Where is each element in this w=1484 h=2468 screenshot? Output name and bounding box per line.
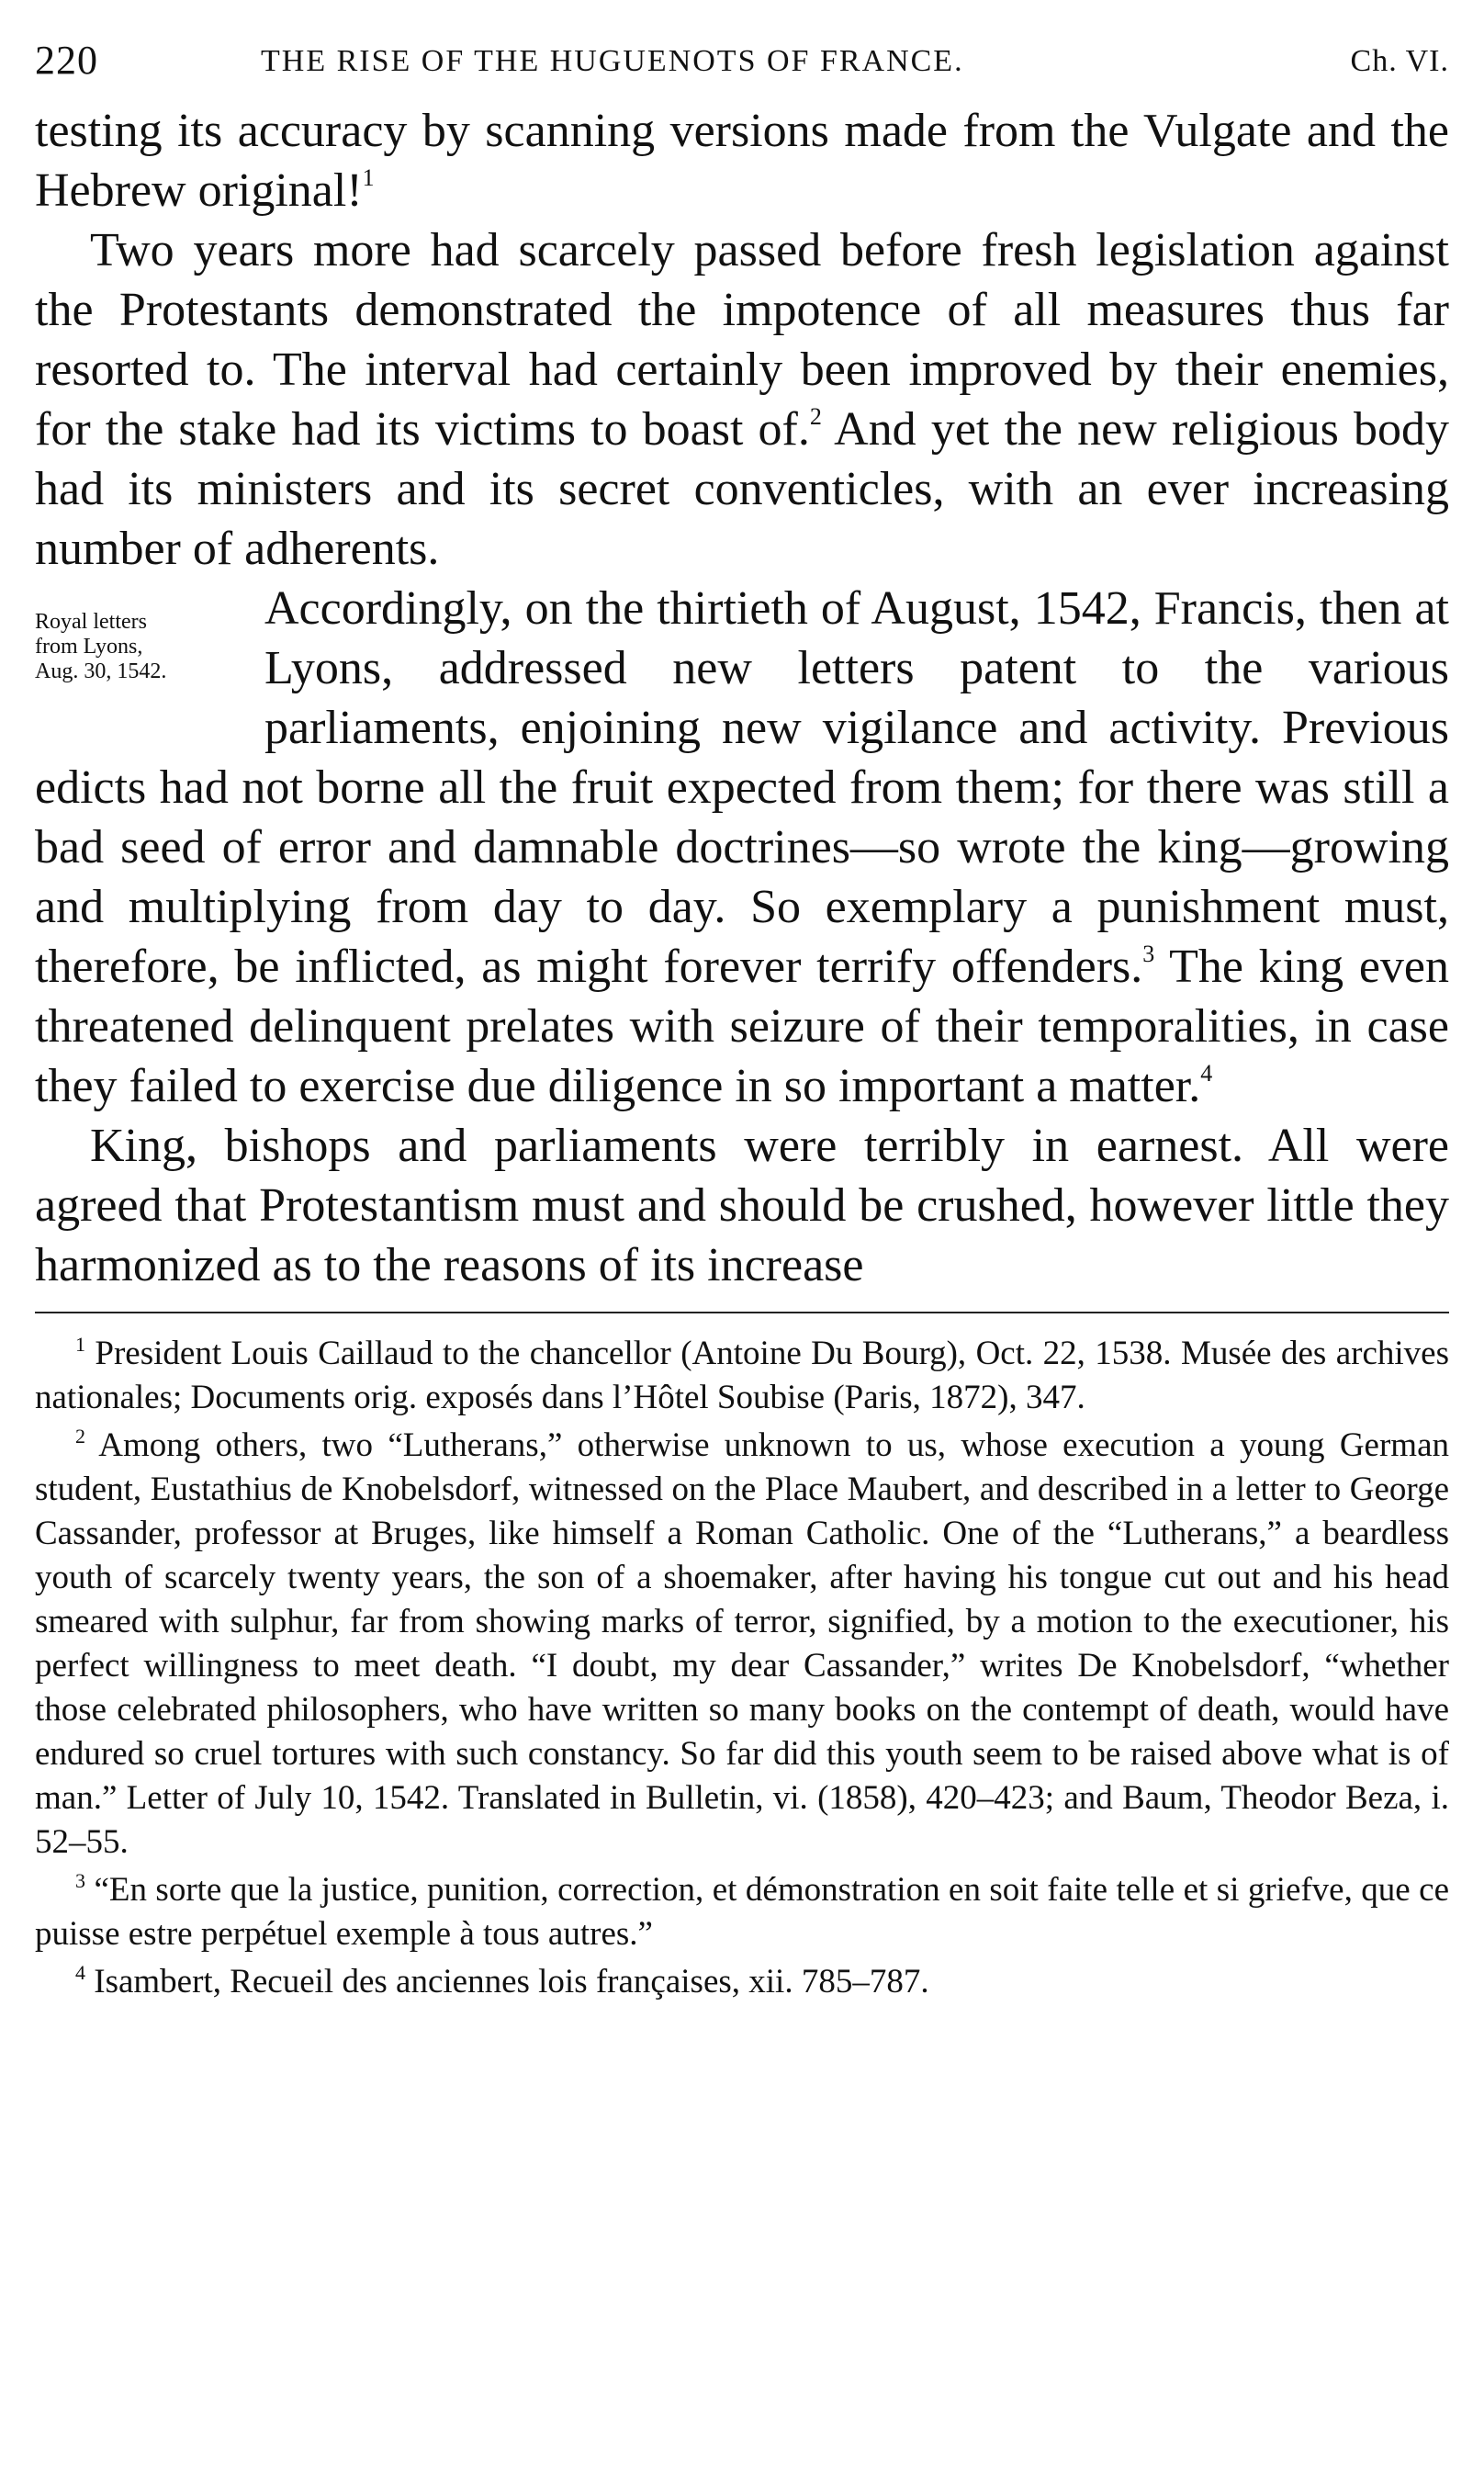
paragraph-3-text-a: Accordingly, on the thirtieth of August, 1542, Francis, then at Lyons, addressed new letters patent to the various parliaments, enjoining new vigilance and activity. Previous edicts had not borne all the fruit expected from them; for there was still a bad seed of error and damnable doctrines—so wrote the king—growing and multiplying from day to day. So exemplary a punishment must, therefore, be inflicted, as might forever terrify offenders. bbox=[35, 582, 1449, 993]
footnote-1 bbox=[35, 1332, 1449, 1420]
footnote-1-mark: 1 bbox=[75, 1333, 85, 1356]
paragraph-1 bbox=[35, 101, 1449, 220]
footnote-2-text: Among others, two “Lutherans,” otherwise unknown to us, whose execution a young German student, Eustathius de Knobelsdorf, witnessed on the Place Maubert, and described in a letter to George Cassander, professor at Bruges, like himself a Roman Catholic. One of the “Lutherans,” a beardless youth of scarcely twenty years, the son of a shoemaker, after having his tongue cut out and his head smeared with sulphur, far from showing marks of terror, signified, by a motion to the executioner, his perfect willingness to meet death. “I doubt, my dear Cassander,” writes De Knobelsdorf, “whether those celebrated philosophers, who have written so many books on the contempt of death, would have endured so cruel tortures with such constancy. So far did this youth seem to be raised above what is of man.” Letter of July 10, 1542. Translated in Bulletin, vi. (1858), 420–423; and Baum, Theodor Beza, i. 52–55. bbox=[35, 1426, 1449, 1861]
book-page bbox=[35, 37, 1449, 2008]
margin-note bbox=[35, 610, 255, 684]
footnote-ref-1: 1 bbox=[362, 164, 375, 191]
footnote-3 bbox=[35, 1868, 1449, 1956]
page-number: 220 bbox=[35, 38, 98, 83]
footnote-3-text: “En sorte que la justice, punition, correction, et démonstration en soit faite telle et si griefve, que ce puisse estre perpétuel exemple à tous autres.” bbox=[35, 1871, 1450, 1953]
running-title: THE RISE OF THE HUGUENOTS OF FRANCE. bbox=[261, 44, 964, 78]
footnote-3-mark: 3 bbox=[75, 1869, 85, 1892]
paragraph-2-text-b: And yet the new religious body had its ministers and its secret conventicles, with an ever increasing number of adherents. bbox=[35, 403, 1449, 575]
margin-note-line-3: Aug. 30, 1542. bbox=[35, 659, 167, 683]
running-header bbox=[35, 37, 1449, 101]
footnote-1-text: President Louis Caillaud to the chancellor (Antoine Du Bourg), Oct. 22, 1538. Musée des archives nationales; Documents orig. exposés dans l’Hôtel Soubise (Paris, 1872), 347. bbox=[35, 1335, 1449, 1416]
paragraph-4: King, bishops and parliaments were terribly in earnest. All were agreed that Protestantism must and should be crushed, however little they harmonized as to the reasons of its increase bbox=[35, 1120, 1449, 1291]
paragraph-3-text-b: The king even threatened delinquent prelates with seizure of their temporalities, in case they failed to exercise due diligence in so important a matter. bbox=[35, 941, 1449, 1112]
paragraph-2 bbox=[35, 220, 1449, 579]
footnote-2 bbox=[35, 1424, 1449, 1865]
footnote-2-mark: 2 bbox=[75, 1425, 85, 1448]
paragraph-3-wrap bbox=[35, 579, 1449, 1116]
footnote-4-mark: 4 bbox=[75, 1961, 85, 1984]
chapter-label: Ch. VI. bbox=[1350, 44, 1449, 78]
margin-note-line-1: Royal letters bbox=[35, 610, 147, 634]
footnote-ref-3: 3 bbox=[1142, 941, 1155, 967]
margin-note-line-2: from Lyons, bbox=[35, 635, 143, 659]
footnote-rule bbox=[35, 1312, 1449, 1313]
footnotes bbox=[35, 1332, 1449, 2004]
paragraph-1-text: testing its accuracy by scanning versions made from the Vulgate and the Hebrew original! bbox=[35, 105, 1449, 217]
footnote-4-text: Isambert, Recueil des anciennes lois françaises, xii. 785–787. bbox=[94, 1963, 929, 2000]
footnote-4 bbox=[35, 1960, 1449, 2004]
main-text bbox=[35, 101, 1449, 1295]
footnote-ref-4: 4 bbox=[1200, 1060, 1213, 1087]
footnote-ref-2: 2 bbox=[809, 403, 822, 430]
paragraph-2-text-a: Two years more had scarcely passed before fresh legislation against the Protestants demonstrated the impotence of all measures thus far resorted to. The interval had certainly been improved by their enemies, for the stake had its victims to boast of. bbox=[35, 224, 1449, 456]
